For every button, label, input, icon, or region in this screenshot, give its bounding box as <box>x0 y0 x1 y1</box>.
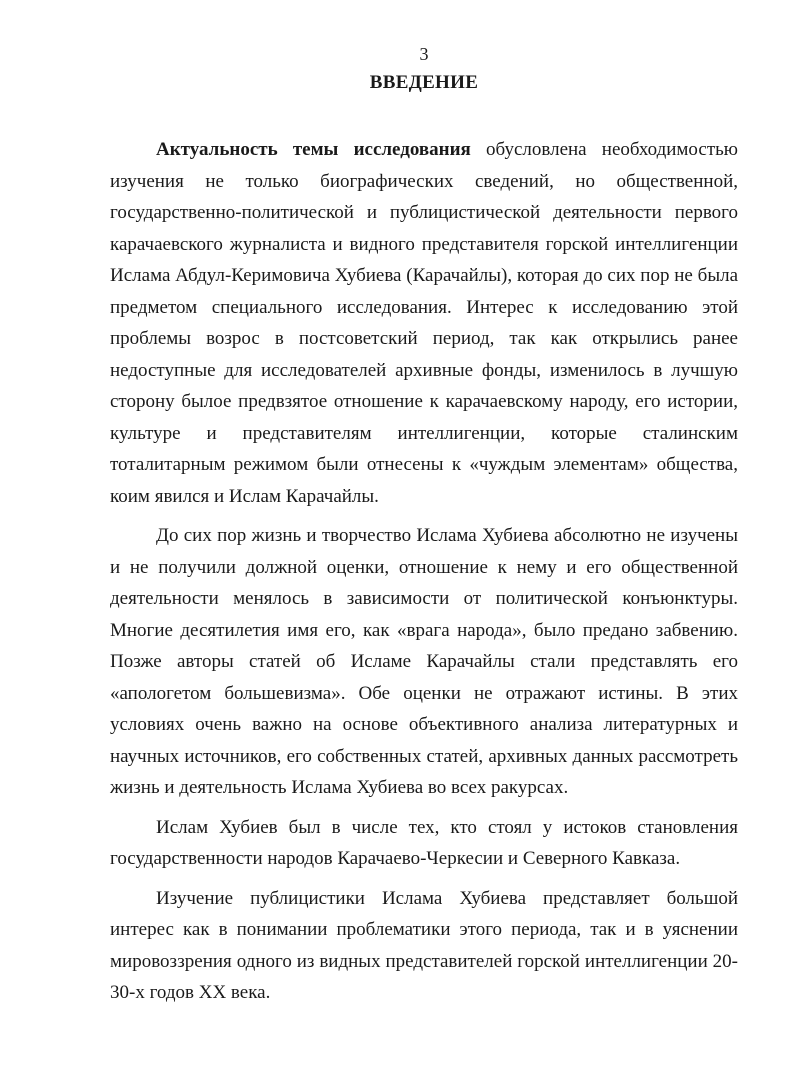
paragraph-study-status: До сих пор жизнь и творчество Ислама Хубиева абсолютно не изучены и не получили должной оценки, отношение к нему и его общественной деятельности менялось в зависимости от политической конъюнктуры. Многие десятилетия имя его, как «врага народа», было предано забвению. Позже авторы статей об Исламе Карачайлы стали представлять его «апологетом большевизма». Обе оценки не отражают истины. В этих условиях очень важно на основе объективного анализа литературных и научных источников, его собственных статей, архивных данных рассмотреть жизнь и деятельность Ислама Хубиева во всех ракурсах. <box>110 525 738 798</box>
page-number: 3 <box>419 44 429 64</box>
paragraph-publicism: Изучение публицистики Ислама Хубиева представляет большой интерес как в понимании проблематики этого периода, так и в уяснении мировоззрения одного из видных представителей горской интеллигенции 20-30-х годов XX века. <box>110 887 738 1003</box>
paragraph-relevance <box>110 134 738 512</box>
paragraph-statehood: Ислам Хубиев был в числе тех, кто стоял у истоков становления государственности народов Карачаево-Черкесии и Северного Кавказа. <box>110 816 738 869</box>
document-body <box>110 134 738 1009</box>
paragraph-text: обусловлена необходимостью изучения не только биографических сведений, но общественной, государственно-политической и публицистической деятельности первого карачаевского журналиста и видного представителя горской интеллигенции Ислама Абдул-Керимовича Хубиева (Карачайлы), которая до сих пор не была предметом специального исследования. Интерес к исследованию этой проблемы возрос в постсоветский период, так как открылись ранее недоступные для исследователей архивные фонды, изменилось в лучшую сторону былое предвзятое отношение к карачаевскому народу, его истории, культуре и представителям интеллигенции, которые сталинским тоталитарным режимом были отнесены к «чуждым элементам» общества, коим явился и Ислам Карачайлы. <box>110 139 739 507</box>
page-title: ВВЕДЕНИЕ <box>369 72 479 93</box>
paragraph-lead-bold: Актуальность темы исследования <box>156 139 471 160</box>
